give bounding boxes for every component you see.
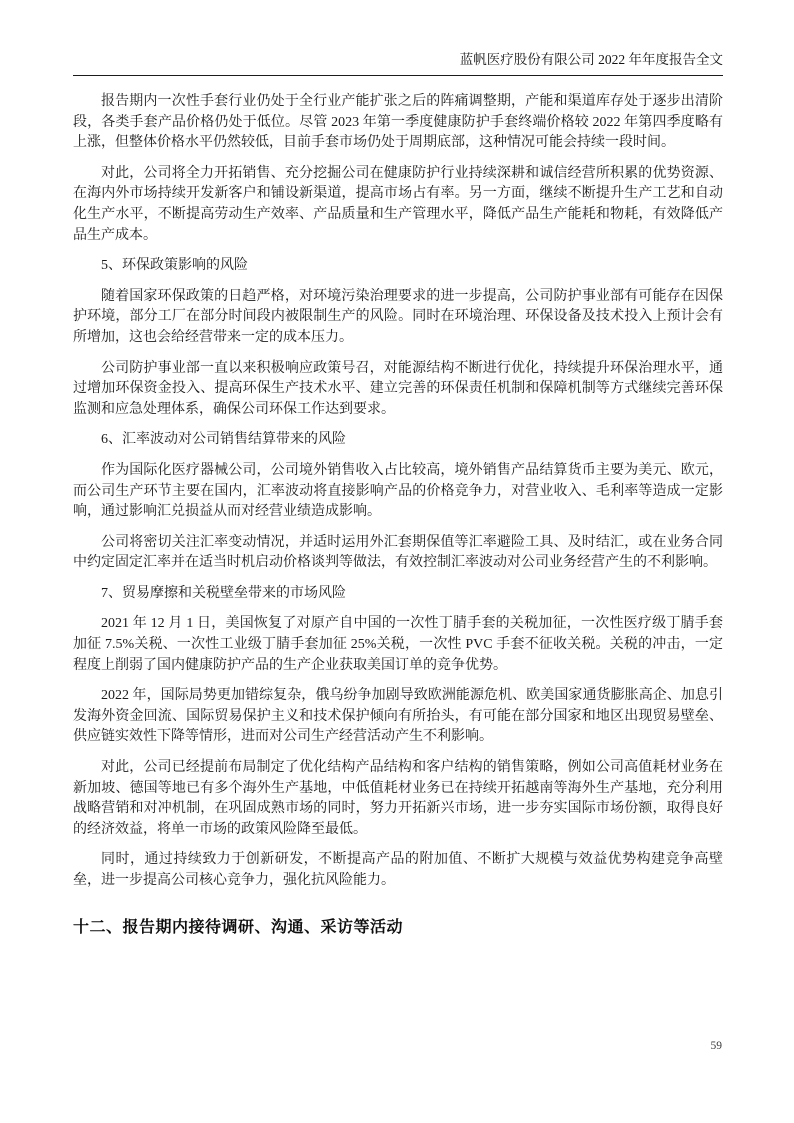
paragraph: 对此，公司已经提前布局制定了优化结构产品结构和客户结构的销售策略，例如公司高值耗材业务在新加坡、德国等地已有多个海外生产基地，中低值耗材业务已在持续开拓越南等海外生产基地，充分利用战略营销和对冲机制，在巩固成熟市场的同时，努力开拓新兴市场，进一步夯实国际市场份额，取得良好的经济效益，将单一市场的政策风险降至最低。 — [73, 760, 723, 837]
risk-subheading-5: 5、环保政策影响的风险 — [101, 258, 248, 274]
page-header — [73, 50, 723, 76]
paragraph: 对此，公司将全力开拓销售、充分挖掘公司在健康防护行业持续深耕和诚信经营所积累的优势资源、在海内外市场持续开发新客户和铺设新渠道，提高市场占有率。另一方面，继续不断提升生产工艺和自动化生产水平，不断提高劳动生产效率、产品质量和生产管理水平，降低产品生产能耗和物耗，有效降低产品生产成本。 — [73, 165, 723, 243]
document-content — [73, 92, 723, 938]
risk-subheading-6: 6、汇率波动对公司销售结算带来的风险 — [101, 432, 346, 448]
page-number: 59 — [710, 1040, 722, 1052]
paragraph: 报告期内一次性手套行业仍处于全行业产能扩张之后的阵痛调整期，产能和渠道库存处于逐步出清阶段，各类手套产品价格仍处于低位。尽管 2023 年第一季度健康防护手套终端价格较 2022 年第四季度略有上涨，但整体价格水平仍然较低，目前手套市场仍处于周期底部，这种情况可能会持续一段时间。 — [73, 94, 723, 151]
paragraph: 作为国际化医疗器械公司，公司境外销售收入占比较高，境外销售产品结算货币主要为美元、欧元，而公司生产环节主要在国内，汇率波动将直接影响产品的价格竞争力，对营业收入、毛利率等造成一定影响，通过影响汇兑损益从而对经营业绩造成影响。 — [73, 462, 723, 520]
page-footer — [711, 1040, 723, 1052]
risk-subheading-7: 7、贸易摩擦和关税壁垒带来的市场风险 — [101, 585, 346, 601]
paragraph: 同时，通过持续致力于创新研发，不断提高产品的附加值、不断扩大规模与效益优势构建竞争高壁垒，进一步提高公司核心竞争力，强化抗风险能力。 — [73, 852, 723, 888]
paragraph: 2021 年 12 月 1 日，美国恢复了对原产自中国的一次性丁腈手套的关税加征，一次性医疗级丁腈手套加征 7.5%关税、一次性工业级丁腈手套加征 25%关税，一次性 PVC 手套不征收关税。关税的冲击，一定程度上削弱了国内健康防护产品的生产企业获取美国订单的竞争优势。 — [73, 616, 723, 673]
paragraph: 公司防护事业部一直以来积极响应政策号召，对能源结构不断进行优化，持续提升环保治理水平，通过增加环保资金投入、提高环保生产技术水平、建立完善的环保责任机制和保障机制等方式继续完善环保监测和应急处理体系，确保公司环保工作达到要求。 — [73, 360, 723, 417]
paragraph: 2022 年，国际局势更加错综复杂，俄乌纷争加剧导致欧洲能源危机、欧美国家通货膨胀高企、加息引发海外资金回流、国际贸易保护主义和技术保护倾向有所抬头，有可能在部分国家和地区出现贸易壁垒、供应链实效性下降等情形，进而对公司生产经营活动产生不利影响。 — [73, 688, 723, 745]
section-heading-12: 十二、报告期内接待调研、沟通、采访等活动 — [73, 918, 404, 936]
paragraph: 公司将密切关注汇率变动情况，并适时运用外汇套期保值等汇率避险工具、及时结汇，或在业务合同中约定固定汇率并在适当时机启动价格谈判等做法，有效控制汇率波动对公司业务经营产生的不利影响。 — [73, 534, 723, 571]
header-title: 蓝帆医疗股份有限公司 2022 年年度报告全文 — [459, 52, 723, 67]
paragraph: 随着国家环保政策的日趋严格，对环境污染治理要求的进一步提高，公司防护事业部有可能存在因保护环境，部分工厂在部分时间段内被限制生产的风险。同时在环境治理、环保设备及技术投入上预计会有所增加，这也会给经营带来一定的成本压力。 — [73, 288, 723, 345]
